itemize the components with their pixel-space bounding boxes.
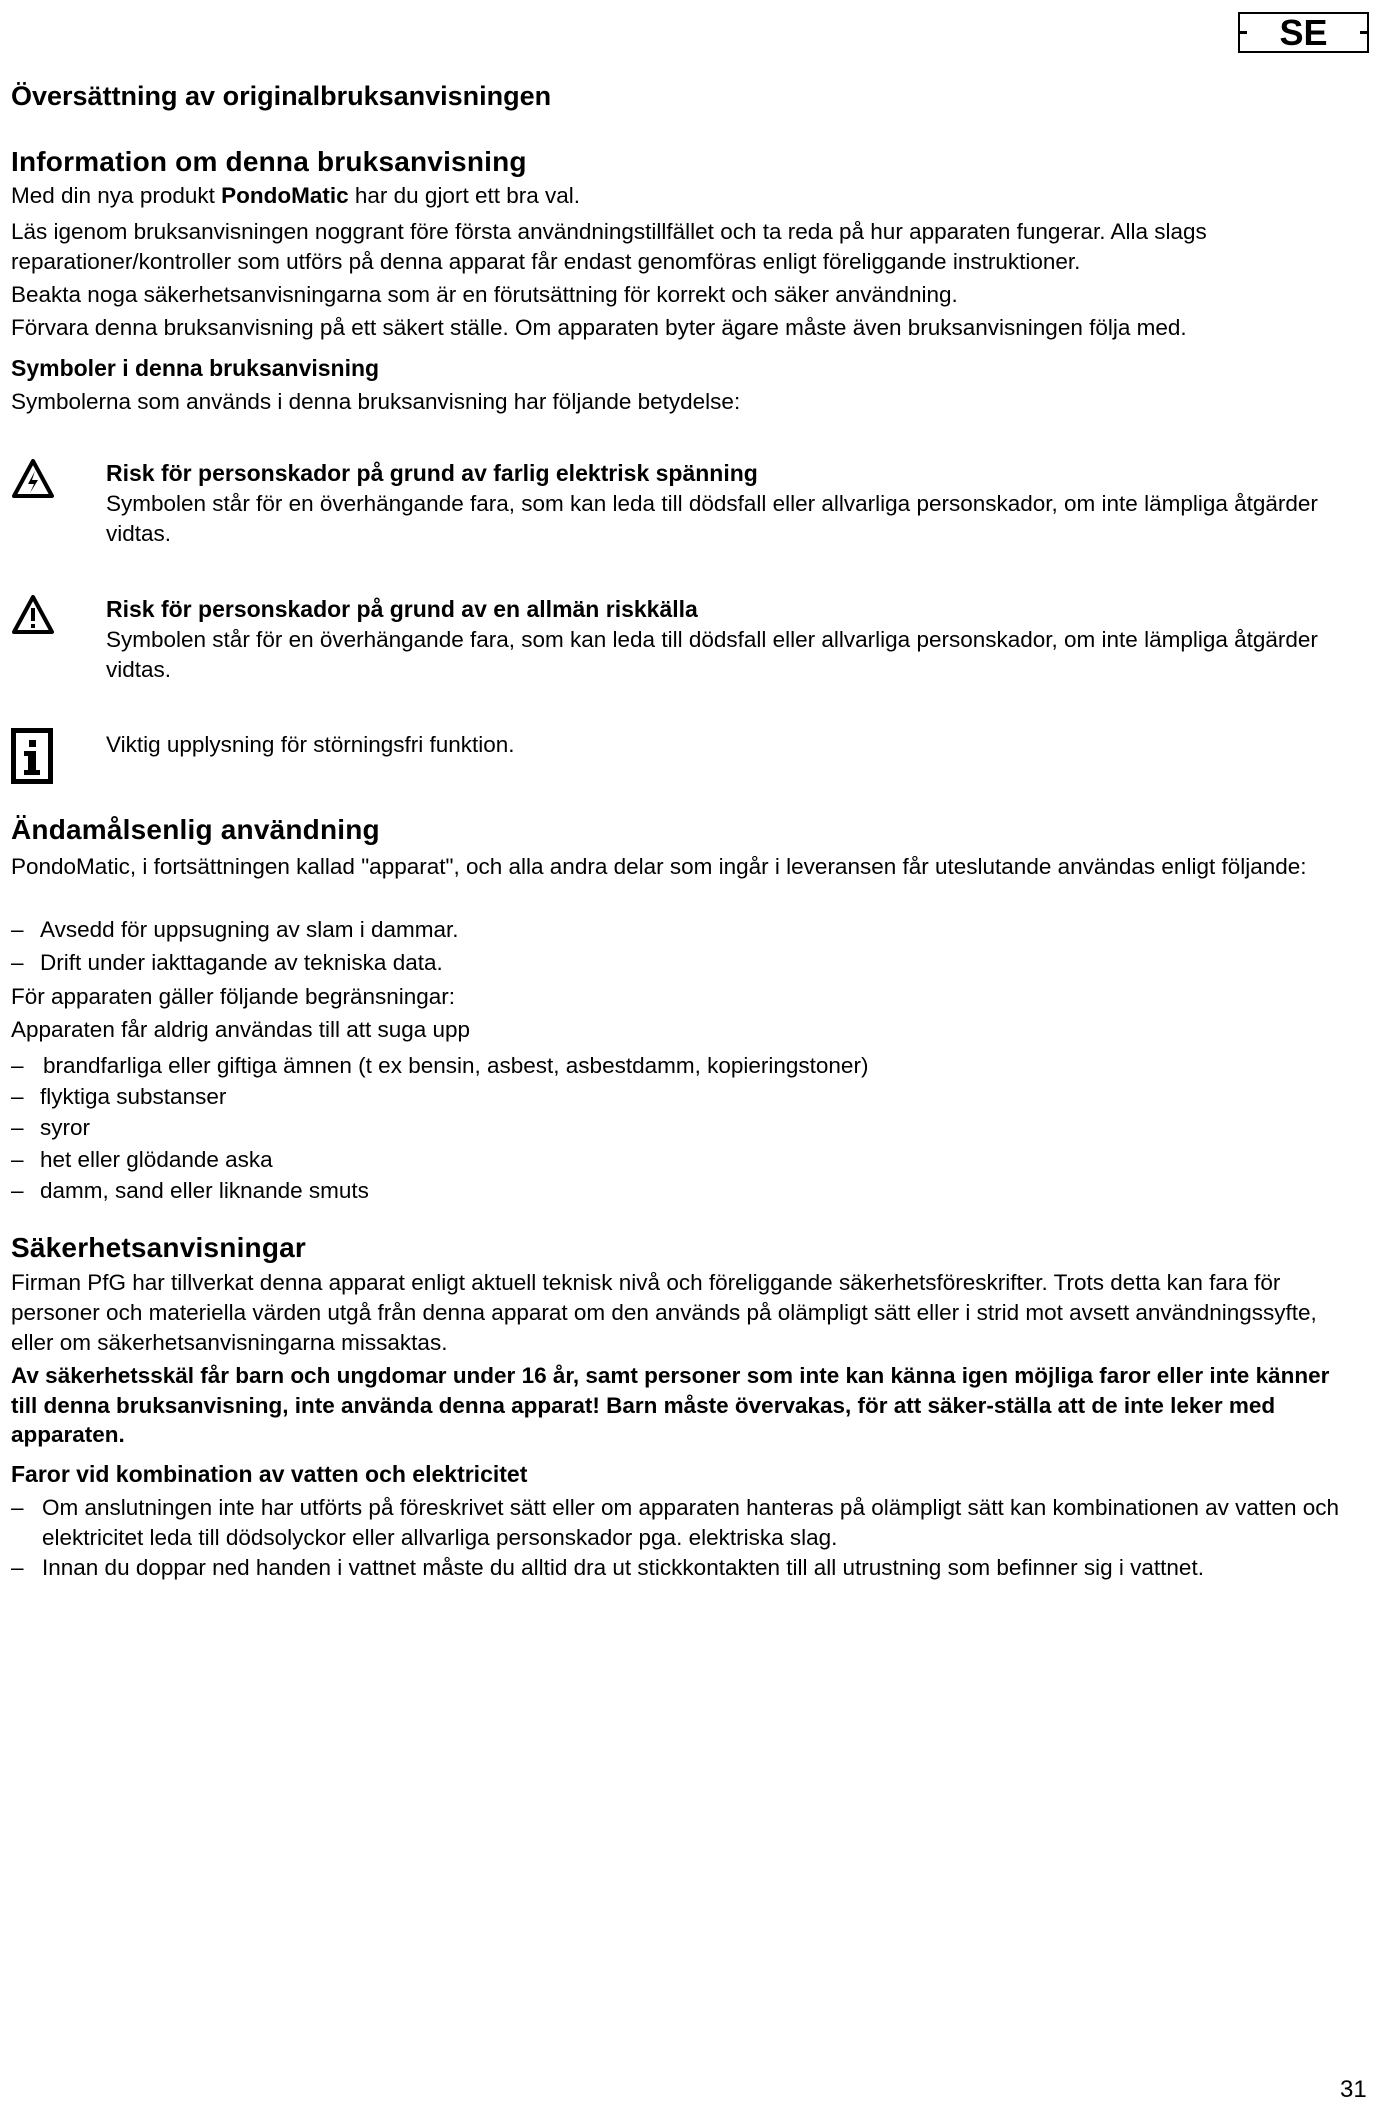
symbol-1-title: Risk för personskador på grund av farlig elektrisk spänning xyxy=(106,460,758,486)
water-electricity-list xyxy=(11,1493,1371,1583)
list-item: – syror xyxy=(11,1112,1373,1143)
electric-hazard-icon xyxy=(11,458,55,500)
list-item: – het eller glödande aska xyxy=(11,1143,1373,1176)
safety-warning: Av säkerhetsskäl får barn och ungdomar under 16 år, samt personer som inte kan känna igen möjliga faror eller inte känner till denna bruksanvisning, inte använda denna apparat! Barn måste övervakas, för att säker-ställa att de inte leker med apparaten. xyxy=(11,1363,1330,1447)
purpose-paragraph-3: Apparaten får aldrig användas till att suga upp xyxy=(11,1017,471,1042)
safety-paragraph-1: Firman PfG har tillverkat denna apparat enligt aktuell teknisk nivå och föreliggande säkerhetsföreskrifter. Trots detta kan fara för personer och materiella värden utgå från denna apparat om den används på olämpligt sätt eller i strid mot avsett användningssyfte, eller om säkerhetsanvisningarna missaktas. xyxy=(11,1270,1317,1355)
language-code: SE xyxy=(1279,12,1328,53)
symbol-1-text: Symbolen står för en överhängande fara, som kan leda till dödsfall eller allvarliga personskador, om inte lämpliga åtgärder vidtas. xyxy=(106,491,1318,546)
list-item: – Avsedd för uppsugning av slam i dammar. xyxy=(11,915,1373,945)
info-paragraph-2: Läs igenom bruksanvisningen noggrant före första användningstillfället och ta reda på hur apparaten fungerar. Alla slags reparationer/kontroller som utförs på denna apparat får endast genomföras enligt föreliggande instruktioner. xyxy=(11,219,1207,274)
list-item: – Om anslutningen inte har utförts på föreskrivet sätt eller om apparaten hanteras på olämpligt sätt kan kombinationen av vatten och elektricitet leda till dödsolyckor eller allvarliga personskador pga. elektriska slag. xyxy=(11,1493,1371,1553)
symbols-intro: Symbolerna som används i denna bruksanvisning har följande betydelse: xyxy=(11,389,741,414)
general-hazard-icon xyxy=(11,594,55,636)
purpose-paragraph-2: För apparaten gäller följande begränsningar: xyxy=(11,984,456,1009)
symbol-2-title: Risk för personskador på grund av en allmän riskkälla xyxy=(106,596,698,622)
product-name: PondoMatic xyxy=(221,183,349,208)
language-tab xyxy=(1238,12,1369,53)
info-paragraph-3: Beakta noga säkerhetsanvisningarna som är en förutsättning för korrekt och säker användning. xyxy=(11,282,958,307)
water-electricity-heading: Faror vid kombination av vatten och elektricitet xyxy=(11,1461,528,1487)
info-icon xyxy=(11,728,53,784)
info-paragraph-4: Förvara denna bruksanvisning på ett säkert ställe. Om apparaten byter ägare måste även bruksanvisningen följa med. xyxy=(11,315,1187,340)
list-item: – Innan du doppar ned handen i vattnet måste du alltid dra ut stickkontakten till all utrustning som befinner sig i vattnet. xyxy=(11,1553,1371,1583)
list-item: – damm, sand eller liknande smuts xyxy=(11,1176,1373,1206)
list-item: – brandfarliga eller giftiga ämnen (t ex bensin, asbest, asbestdamm, kopieringstoner) xyxy=(11,1051,1373,1081)
purpose-heading: Ändamålsenlig användning xyxy=(11,814,380,845)
list-item: – flyktiga substanser xyxy=(11,1081,1373,1112)
purpose-uses-list xyxy=(11,915,1373,978)
info-paragraph-1: Med din nya produkt PondoMatic har du gjort ett bra val. xyxy=(11,183,580,208)
info-heading: Information om denna bruksanvisning xyxy=(11,146,527,177)
symbol-2-text: Symbolen står för en överhängande fara, som kan leda till dödsfall eller allvarliga personskador, om inte lämpliga åtgärder vidtas. xyxy=(106,627,1318,682)
symbol-3-text: Viktig upplysning för störningsfri funktion. xyxy=(106,732,515,757)
page-number: 31 xyxy=(1340,2076,1367,2103)
purpose-restrictions-list xyxy=(11,1051,1373,1206)
purpose-paragraph-1: PondoMatic, i fortsättningen kallad "apparat", och alla andra delar som ingår i leveransen får uteslutande användas enligt följande: xyxy=(11,854,1307,879)
page-title: Översättning av originalbruksanvisningen xyxy=(11,81,552,111)
list-item: – Drift under iakttagande av tekniska data. xyxy=(11,948,1373,978)
symbols-heading: Symboler i denna bruksanvisning xyxy=(11,355,380,381)
safety-heading: Säkerhetsanvisningar xyxy=(11,1232,307,1263)
